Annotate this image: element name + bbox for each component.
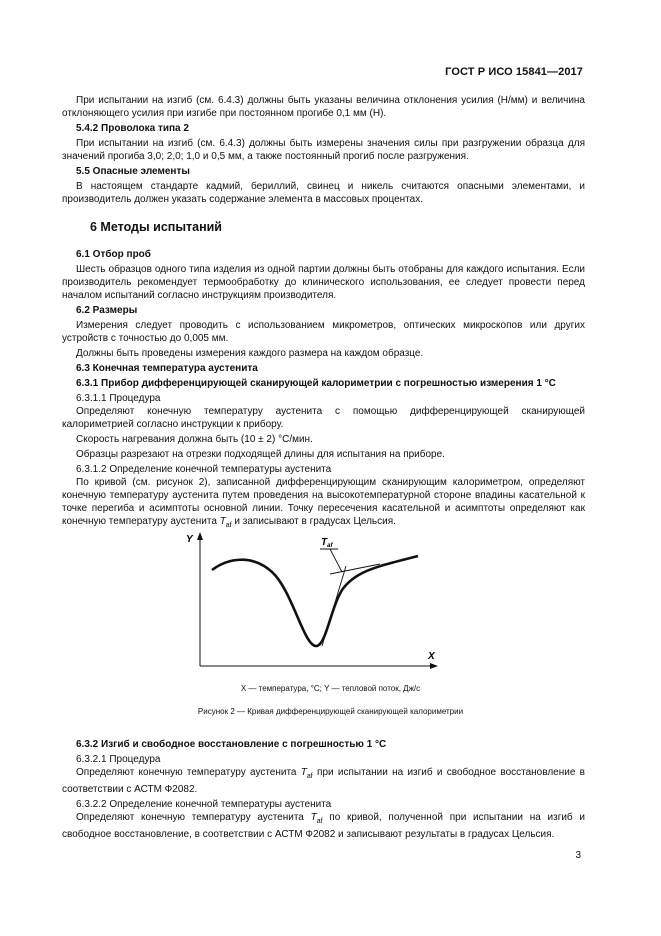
paragraph xyxy=(62,476,585,532)
section-heading-6-2: 6.2 Размеры xyxy=(76,305,138,316)
paragraph xyxy=(62,811,585,841)
paragraph-text: Определяют конечную температуру аустенита xyxy=(76,812,311,823)
subsection-6-3-1-2: 6.3.1.2 Определение конечной температуры аустенита xyxy=(76,464,332,475)
symbol-subscript: af xyxy=(225,522,232,529)
taf-leader-line xyxy=(330,549,342,572)
paragraph: Измерения следует проводить с использованием микрометров, оптических микроскопов или других устройств с точностью до 0,005 мм. xyxy=(62,320,585,344)
paragraph: Образцы разрезают на отрезки подходящей длины для испытания на приборе. xyxy=(76,449,445,460)
paragraph-text: Определяют конечную температуру аустенита xyxy=(76,767,301,778)
section-heading-5-5: 5.5 Опасные элементы xyxy=(76,166,190,177)
figure-caption: Рисунок 2 — Кривая дифференцирующей сканирующей калориметрии xyxy=(197,707,464,716)
page-number: 3 xyxy=(575,850,581,861)
y-axis-arrow xyxy=(197,532,203,540)
section-heading-6-3-1: 6.3.1 Прибор дифференцирующей сканирующей калориметрии с погрешностью измерения 1 °С xyxy=(76,378,556,389)
subsection-6-3-2-1: 6.3.2.1 Процедура xyxy=(76,754,161,765)
subsection-6-3-2-2: 6.3.2.2 Определение конечной температуры аустенита xyxy=(76,799,332,810)
symbol-t: T xyxy=(219,516,226,527)
paragraph: При испытании на изгиб (см. 6.4.3) должны быть измерены значения силы при разгружении образца для значений прогиба 3,0; 2,0; 1,0 и 0,5 мм, а также постоянный прогиб после разгружения. xyxy=(62,138,585,162)
symbol-t: T xyxy=(300,767,307,778)
section-heading-6: 6 Методы испытаний xyxy=(90,220,222,234)
paragraph: Шесть образцов одного типа изделия из одной партии должны быть отобраны для каждого испытания. Если производитель рекомендует термообработку до клинического использования, ее следует провести перед началом испытаний согласно инструкциям производителя. xyxy=(62,264,585,301)
paragraph-text: и записывают в градусах Цельсия. xyxy=(231,516,396,527)
section-heading-6-3: 6.3 Конечная температура аустенита xyxy=(76,363,258,374)
paragraph-text: по кривой, полученной при испытании на изгиб и свободное восстановление, в соответствии с АСТМ Ф2082 и записывают результаты в градусах Цельсия. xyxy=(62,812,585,840)
subsection-6-3-1-1: 6.3.1.1 Процедура xyxy=(76,393,161,404)
paragraph: Должны быть проведены измерения каждого размера на каждом образце. xyxy=(76,348,424,359)
taf-label: $T_{af}$ xyxy=(321,537,333,549)
paragraph: Скорость нагревания должна быть (10 ± 2) °С/мин. xyxy=(76,434,313,445)
dsc-curve xyxy=(212,556,418,646)
paragraph: Определяют конечную температуру аустенита с помощью дифференцирующей сканирующей калориметрией согласно инструкции к прибору. xyxy=(62,406,585,430)
second-text-block xyxy=(62,736,585,843)
section-heading-6-1: 6.1 Отбор проб xyxy=(76,249,151,260)
figure-legend: X — температура, °С; Y — тепловой поток, Дж/с xyxy=(240,684,421,693)
y-axis-label: Y xyxy=(186,534,193,545)
symbol-subscript: af xyxy=(316,818,323,825)
paragraph xyxy=(62,766,585,796)
symbol-t: T xyxy=(310,812,317,823)
document-header: ГОСТ Р ИСО 15841—2017 xyxy=(445,66,583,78)
paragraph-text: при испытании на изгиб и свободное восстановление в соответствии с АСТМ Ф2082. xyxy=(62,767,585,795)
paragraph: В настоящем стандарте кадмий, бериллий, свинец и никель считаются опасными элементами, и производитель должен указать содержание элемента в массовых процентах. xyxy=(62,181,585,205)
section-heading-5-4-2: 5.4.2 Проволока типа 2 xyxy=(76,123,189,134)
symbol-subscript: af xyxy=(306,773,313,780)
x-axis-label: X xyxy=(428,651,435,662)
tangent-line xyxy=(322,566,346,646)
main-text-block xyxy=(62,94,585,534)
paragraph-text: По кривой (см. рисунок 2), записанной дифференцирующим сканирующим калориметром, определяют конечную температуру аустенита путем проведения на высокотемпературной стороне впадины касательной к точке перегиба и асимптоты основной линии. Точку пересечения касательной и асимптоты определяют как конечную температуру аустенита xyxy=(62,477,585,527)
section-heading-6-3-2: 6.3.2 Изгиб и свободное восстановление с погрешностью 1 °С xyxy=(76,739,387,750)
paragraph: При испытании на изгиб (см. 6.4.3) должны быть указаны величина отклонения усилия (Н/мм) и величина отклоняющего усилия при изгибе при постоянном прогибе 0,1 мм (Н). xyxy=(62,95,585,119)
dsc-curve-figure xyxy=(180,528,440,678)
x-axis-arrow xyxy=(430,663,438,669)
